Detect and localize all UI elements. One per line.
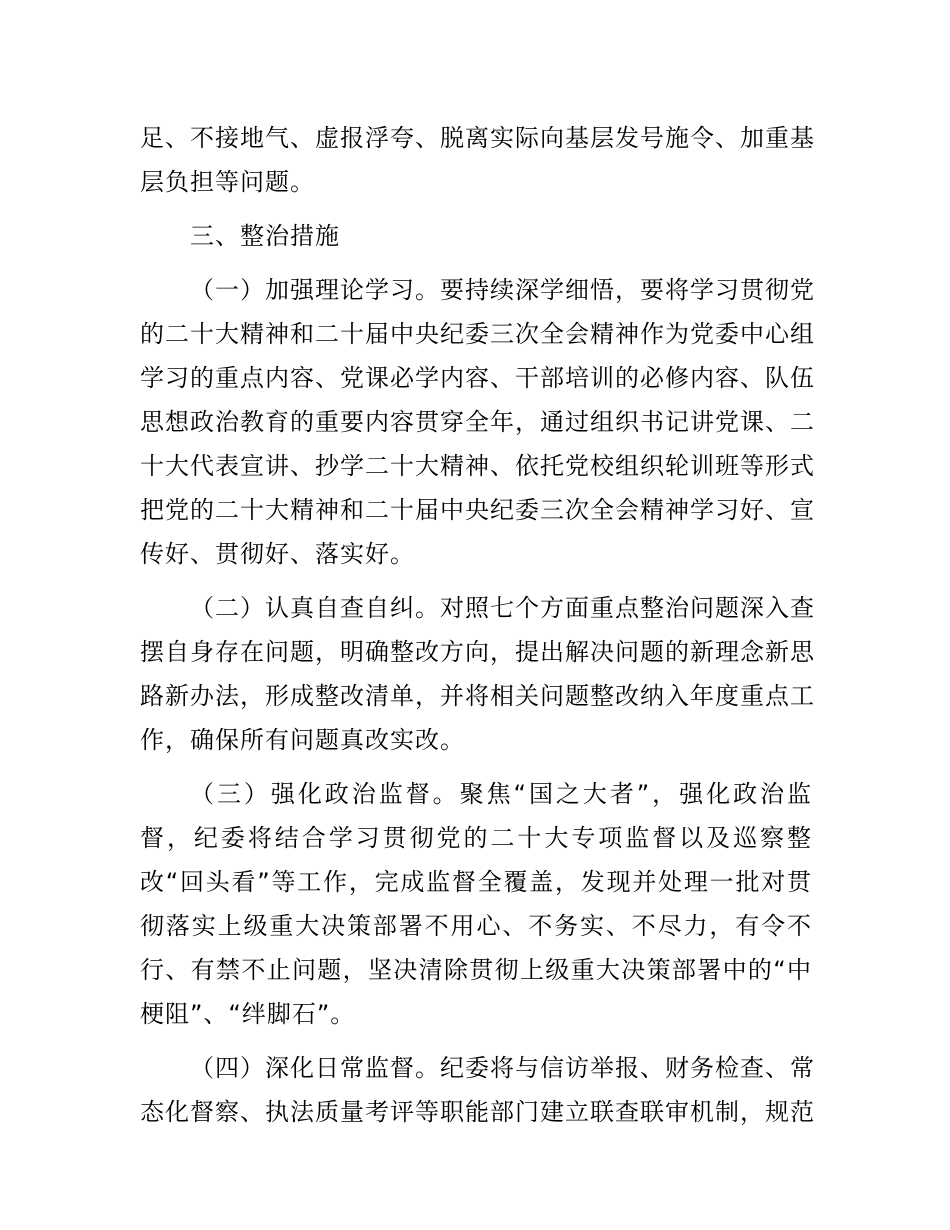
text-line: 摆自身存在问题，明确整改方向，提出解决问题的新理念新思 <box>140 638 815 666</box>
text-line: 作，确保所有问题真改实改。 <box>140 726 465 754</box>
text-line: 传好、贯彻好、落实好。 <box>140 540 415 568</box>
text-line: 态化督察、执法质量考评等职能部门建立联查联审机制，规范 <box>140 1098 815 1126</box>
text-line: 彻落实上级重大决策部署不用心、不务实、不尽力，有令不 <box>140 912 812 940</box>
text-line: 的二十大精神和二十届中央纪委三次全会精神作为党委中心组 <box>140 320 815 348</box>
paragraph-start-line: （二）认真自查自纠。对照七个方面重点整治问题深入查 <box>190 594 815 622</box>
text-line: 梗阻”、“绊脚石”。 <box>140 1000 356 1028</box>
text-line: 层负担等问题。 <box>140 168 315 196</box>
paragraph-start-line: （一）加强理论学习。要持续深学细悟，要将学习贯彻党 <box>190 276 815 304</box>
paragraph-start-line: （四）深化日常监督。纪委将与信访举报、财务检查、常 <box>190 1054 815 1082</box>
text-line: 改“回头看”等工作，完成监督全覆盖，发现并处理一批对贯 <box>140 868 812 896</box>
text-line: 学习的重点内容、党课必学内容、干部培训的必修内容、队伍 <box>140 364 815 392</box>
paragraph-start-line: （三）强化政治监督。聚焦“国之大者”，强化政治监 <box>190 780 812 808</box>
text-line: 把党的二十大精神和二十届中央纪委三次全会精神学习好、宣 <box>140 496 815 524</box>
text-line: 思想政治教育的重要内容贯穿全年，通过组织书记讲党课、二 <box>140 408 815 436</box>
text-line: 督，纪委将结合学习贯彻党的二十大专项监督以及巡察整 <box>140 824 812 852</box>
text-line: 行、有禁不止问题，坚决清除贯彻上级重大决策部署中的“中 <box>140 956 812 984</box>
text-line: 十大代表宣讲、抄学二十大精神、依托党校组织轮训班等形式 <box>140 452 815 480</box>
section-heading: 三、整治措施 <box>190 222 340 250</box>
text-line: 足、不接地气、虚报浮夸、脱离实际向基层发号施令、加重基 <box>140 124 815 152</box>
text-line: 路新办法，形成整改清单，并将相关问题整改纳入年度重点工 <box>140 682 815 710</box>
